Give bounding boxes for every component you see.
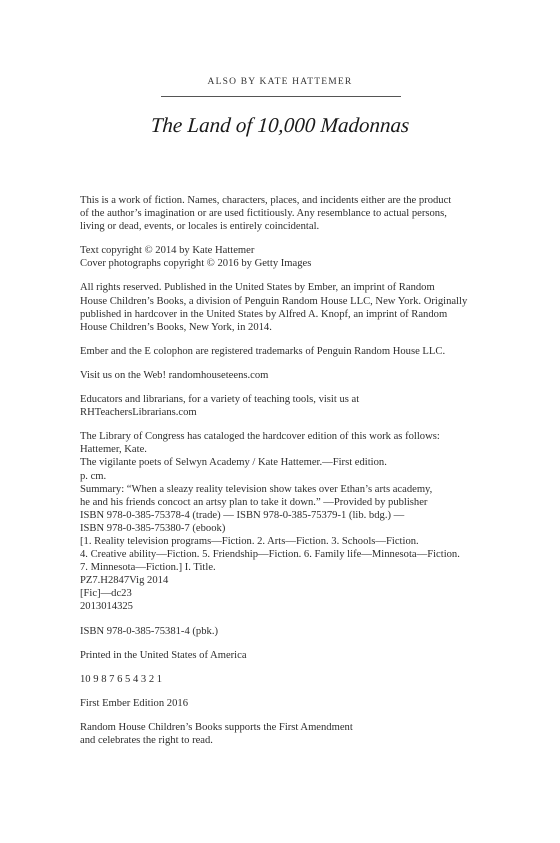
text-line: 2013014325 bbox=[80, 601, 133, 613]
text-line: Visit us on the Web! randomhouseteens.com bbox=[80, 369, 269, 381]
text-line: Cover photographs copyright © 2016 by Getty Images bbox=[80, 258, 312, 270]
text-line: Printed in the United States of America bbox=[80, 649, 247, 661]
text-line: ISBN 978-0-385-75380-7 (ebook) bbox=[80, 522, 226, 534]
text-line: 10 9 8 7 6 5 4 3 2 1 bbox=[80, 673, 163, 685]
text-line: Ember and the E colophon are registered trademarks of Penguin Random House LLC. bbox=[80, 345, 446, 357]
copyright-paragraph bbox=[80, 649, 500, 662]
copyright-paragraph bbox=[80, 430, 500, 613]
copyright-paragraph bbox=[80, 393, 500, 419]
text-line: Educators and librarians, for a variety of teaching tools, visit us at bbox=[80, 394, 360, 406]
text-line: This is a work of fiction. Names, characters, places, and incidents either are the product bbox=[80, 195, 452, 206]
other-book-title: The Land of 10,000 Madonnas bbox=[149, 113, 411, 137]
also-by-heading: ALSO BY KATE HATTEMER bbox=[207, 77, 353, 87]
text-line: House Children’s Books, a division of Penguin Random House LLC, New York. Originally bbox=[80, 295, 468, 307]
text-line: All rights reserved. Published in the United States by Ember, an imprint of Random bbox=[80, 282, 435, 294]
text-line: of the author’s imagination or are used fictitiously. Any resemblance to actual persons, bbox=[80, 208, 447, 220]
copyright-paragraph bbox=[80, 369, 500, 382]
text-line: RHTeachersLibrarians.com bbox=[80, 407, 197, 419]
copyright-paragraph bbox=[80, 194, 500, 233]
copyright-paragraph bbox=[80, 673, 500, 686]
text-line: published in hardcover in the United States by Alfred A. Knopf, an imprint of Random bbox=[80, 308, 448, 320]
text-line: living or dead, events, or locales is entirely coincidental. bbox=[80, 221, 320, 233]
text-line: and celebrates the right to read. bbox=[80, 735, 213, 746]
text-line: House Children’s Books, New York, in 2014. bbox=[80, 321, 272, 333]
text-line: PZ7.H2847Vig 2014 bbox=[80, 575, 169, 587]
text-line: Text copyright © 2014 by Kate Hattemer bbox=[80, 245, 255, 257]
text-line: Summary: “When a sleazy reality television show takes over Ethan’s arts academy, bbox=[80, 483, 433, 495]
copyright-paragraph bbox=[80, 721, 500, 747]
copyright-paragraph bbox=[80, 281, 500, 333]
text-line: The vigilante poets of Selwyn Academy / Kate Hattemer.—First edition. bbox=[80, 457, 387, 469]
text-line: First Ember Edition 2016 bbox=[80, 697, 188, 709]
text-line: he and his friends concoct an artsy plan to take it down.” —Provided by publisher bbox=[80, 496, 428, 508]
text-line: [Fic]—dc23 bbox=[80, 588, 132, 600]
text-line: Hattemer, Kate. bbox=[80, 444, 147, 456]
copyright-paragraph bbox=[80, 625, 500, 638]
heading-divider bbox=[161, 96, 401, 97]
text-line: ISBN 978-0-385-75381-4 (pbk.) bbox=[80, 625, 218, 637]
text-line: 4. Creative ability—Fiction. 5. Friendship—Fiction. 6. Family life—Minnesota—Fiction. bbox=[80, 549, 460, 561]
text-line: ISBN 978-0-385-75378-4 (trade) — ISBN 978-0-385-75379-1 (lib. bdg.) — bbox=[80, 509, 405, 521]
text-line: Random House Children’s Books supports the First Amendment bbox=[80, 721, 353, 733]
copyright-paragraph bbox=[80, 244, 500, 270]
copyright-paragraph bbox=[80, 697, 500, 710]
copyright-text bbox=[80, 194, 500, 758]
copyright-paragraph bbox=[80, 345, 500, 358]
text-line: [1. Reality television programs—Fiction. 2. Arts—Fiction. 3. Schools—Fiction. bbox=[80, 535, 419, 547]
text-line: p. cm. bbox=[80, 470, 107, 482]
text-line: 7. Minnesota—Fiction.] I. Title. bbox=[80, 562, 216, 574]
text-line: The Library of Congress has cataloged the hardcover edition of this work as follows: bbox=[80, 431, 440, 443]
